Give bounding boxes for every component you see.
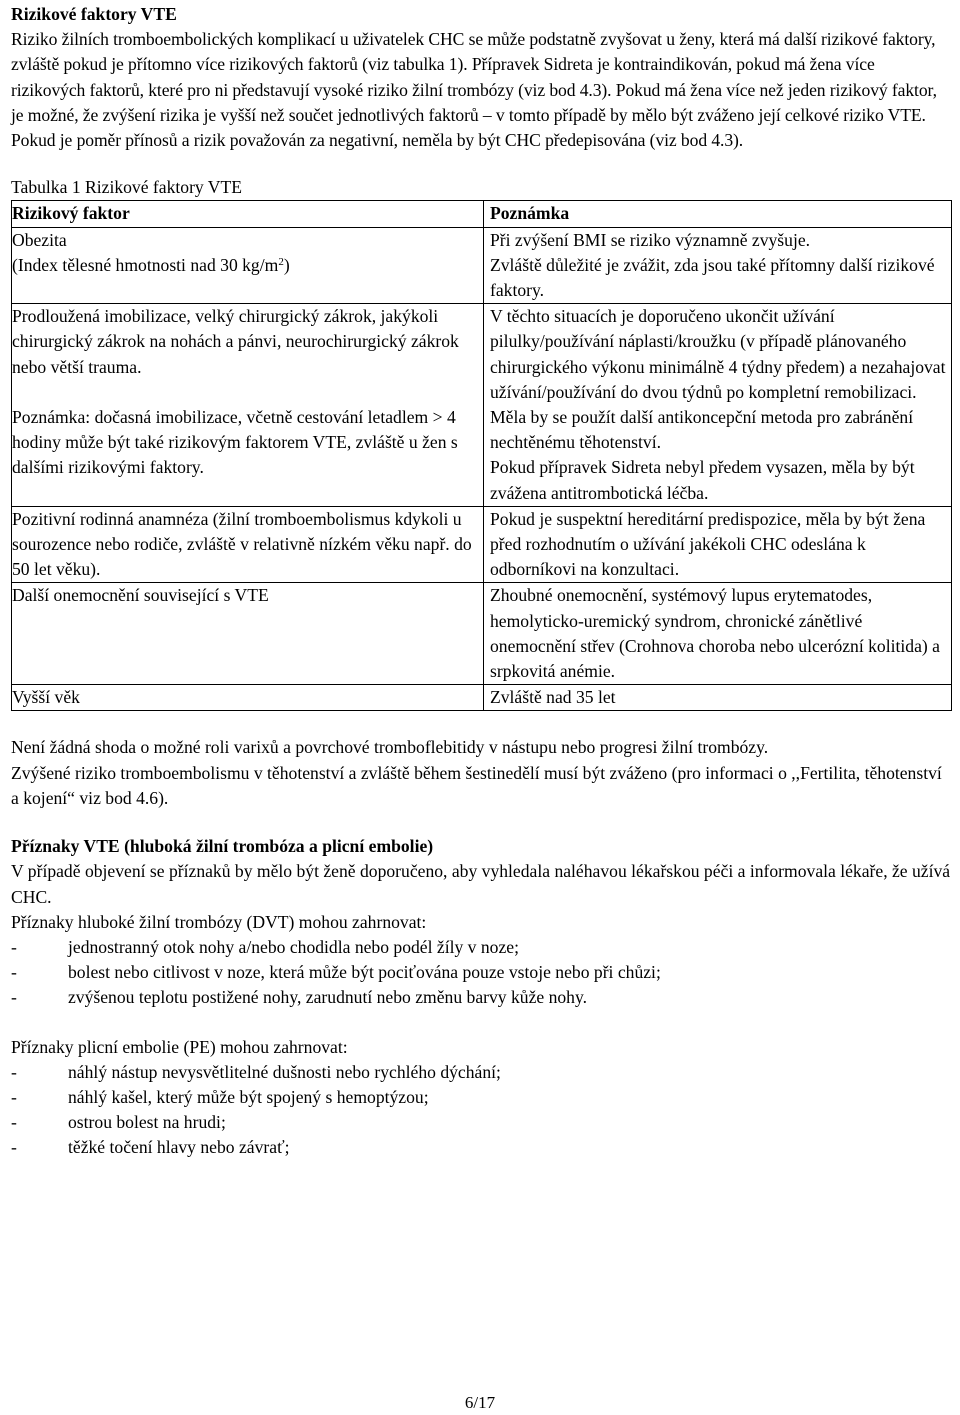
list-item: - bolest nebo citlivost v noze, která může být pociťována pouze vstoje nebo při chůzi; — [11, 962, 661, 983]
factor-cell — [12, 583, 484, 685]
factor-text: (Index tělesné hmotnosti nad 30 $kg/m^2$) — [12, 254, 290, 275]
note-text: Zvláště důležité je zvážit, zda jsou také přítomny další rizikové faktory. — [490, 254, 935, 301]
list-item: - zvýšenou teplotu postižené nohy, zarudnutí nebo změnu barvy kůže nohy. — [11, 987, 588, 1008]
note-cell — [484, 304, 952, 507]
factor-text: Další onemocnění související s VTE — [12, 585, 269, 606]
factor-text: Obezita — [12, 229, 67, 250]
factor-text: Poznámka: dočasná imobilizace, včetně cestování letadlem > 4 hodiny může být také rizikovým faktorem VTE, zvláště u žen s dalšími rizikovými faktory. — [12, 406, 458, 478]
pregnancy-paragraph: Zvýšené riziko tromboembolismu v těhotenství a zvláště během šestinedělí musí být zváženo (pro informaci o ,,Fertilita, těhotenství a kojení“ viz bod 4.6). — [11, 762, 942, 808]
table-row — [12, 685, 952, 711]
note-text: Zhoubné onemocnění, systémový lupus erytematodes, hemolyticko-uremický syndrom, chronické zánětlivé onemocnění střev (Crohnova choroba nebo ulcerózní kolitida) a srpkovitá anémie. — [490, 585, 940, 682]
note-text: V těchto situacích je doporučeno ukončit užívání pilulky/používání náplasti/kroužku (v případě plánovaného chirurgického výkonu minimálně 4 týdny předem) a nezahajovat užívání/používání do dvou týdnů po kompletní remobilizaci. Měla by se použít další antikoncepční metoda pro zabránění nechtěnému těhotenství. — [490, 306, 946, 453]
factor-text: Vyšší věk — [12, 687, 80, 708]
section-heading-symptoms: Příznaky VTE (hluboká žilní trombóza a plicní embolie) — [11, 836, 434, 857]
varix-paragraph: Není žádná shoda o možné roli varixů a povrchové tromboflebitidy v nástupu nebo progresi žilní trombózy. — [11, 737, 769, 758]
risk-factor-table — [11, 200, 952, 711]
intro-paragraph: Riziko žilních tromboembolických komplikací u uživatelek CHC se může podstatně zvyšovat u ženy, která má další rizikové faktory, zvláště pokud je přítomno více rizikových faktorů (viz tabulka 1). Přípravek Sidreta je kontraindikován, pokud má žena více rizikových faktorů, které pro ni představují vysoké riziko žilní trombózy (viz bod 4.3). Pokud má žena více než jeden rizikový faktor, je možné, že zvýšení rizika je vyšší než součet jednotlivých faktorů – v tomto případě by mělo být zváženo její celkové riziko VTE. Pokud je poměr přínosů a rizik považován za negativní, neměla by být CHC předepisována (viz bod 4.3). — [11, 29, 937, 151]
list-item: - náhlý kašel, který může být spojený s hemoptýzou; — [11, 1086, 429, 1107]
factor-cell — [12, 227, 484, 304]
table-row — [12, 304, 952, 507]
list-item: - jednostranný otok nohy a/nebo chodidla nebo podél žíly v noze; — [11, 936, 519, 957]
note-text: Pokud je suspektní hereditární predispozice, měla by být žena před rozhodnutím o užívání jakékoli CHC odeslána k odborníkovi na konzultaci. — [490, 508, 926, 580]
pe-symptom-list — [11, 1060, 951, 1161]
note-text: Zvláště nad 35 let — [490, 687, 616, 708]
note-cell — [484, 227, 952, 304]
factor-cell — [12, 685, 484, 711]
table-caption: Tabulka 1 Rizikové faktory VTE — [11, 177, 243, 198]
dvt-intro: Příznaky hluboké žilní trombózy (DVT) mohou zahrnovat: — [11, 911, 427, 932]
symptoms-paragraph: V případě objevení se příznaků by mělo být ženě doporučeno, aby vyhledala naléhavou lékařskou péči a informovala lékaře, že užívá CHC. — [11, 861, 951, 907]
note-cell — [484, 685, 952, 711]
factor-text: Prodloužená imobilizace, velký chirurgický zákrok, jakýkoli chirurgický zákrok na nohách a pánvi, neurochirurgický zákrok nebo větší trauma. — [12, 306, 459, 377]
factor-cell — [12, 304, 484, 507]
note-text: Při zvýšení BMI se riziko významně zvyšuje. — [490, 229, 811, 250]
note-cell — [484, 506, 952, 583]
page-number: 6/17 — [464, 1393, 496, 1412]
table-row — [12, 583, 952, 685]
factor-text: Pozitivní rodinná anamnéza (žilní tromboembolismus kdykoli u sourozence nebo rodiče, zvláště v relativně nízkém věku např. do 50 let věku). — [12, 508, 472, 580]
list-item: - náhlý nástup nevysvětlitelné dušnosti nebo rychlého dýchání; — [11, 1061, 501, 1082]
header-cell-note: Poznámka — [484, 201, 952, 227]
table-row — [12, 506, 952, 583]
document-page — [11, 0, 951, 1161]
note-text: Pokud přípravek Sidreta nebyl předem vysazen, měla by být zvážena antitrombotická léčba. — [490, 457, 915, 503]
table-header-row — [12, 201, 952, 227]
pe-intro: Příznaky plicní embolie (PE) mohou zahrnovat: — [11, 1036, 348, 1057]
list-item: - těžké točení hlavy nebo závrať; — [11, 1137, 290, 1158]
dvt-symptom-list — [11, 935, 951, 1011]
table-row — [12, 227, 952, 304]
factor-cell — [12, 506, 484, 583]
header-cell-factor: Rizikový faktor — [12, 201, 484, 227]
section-heading-risk-factors: Rizikové faktory VTE — [11, 4, 177, 24]
list-item: - ostrou bolest na hrudi; — [11, 1112, 226, 1133]
note-cell — [484, 583, 952, 685]
